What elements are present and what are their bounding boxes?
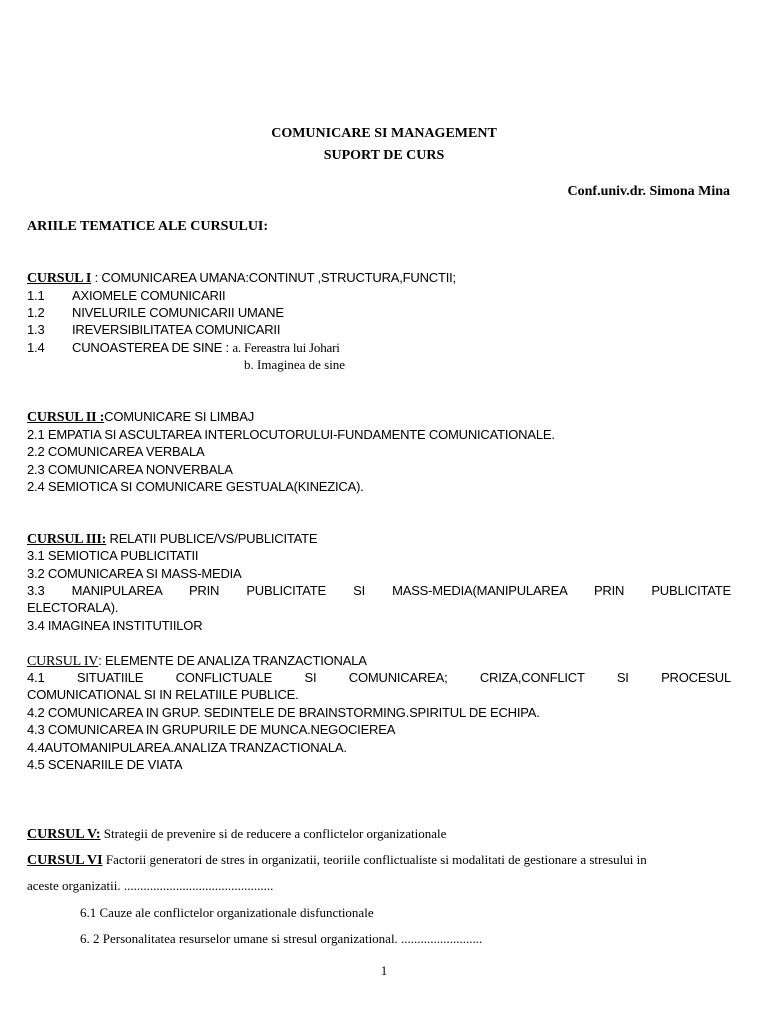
list-item: 1.4 CUNOASTEREA DE SINE : a. Fereastra lui Johari [27,340,340,355]
list-item: 3.1 SEMIOTICA PUBLICITATII [27,548,199,563]
list-item: 4.3 COMUNICAREA IN GRUPURILE DE MUNCA.NEGOCIEREA [27,722,396,737]
course-6-heading: CURSUL VI Factorii generatori de stres in organizatii, teoriile conflictualiste si modalitati de gestionare a stresului in [27,852,647,868]
course-3-heading: CURSUL III: RELATII PUBLICE/VS/PUBLICITATE [27,531,318,547]
list-item: 2.3 COMUNICAREA NONVERBALA [27,462,233,477]
list-item: 4.5 SCENARIILE DE VIATA [27,757,183,772]
list-item: 1.2 NIVELURILE COMUNICARII UMANE [27,305,284,320]
list-item: 1.3 IREVERSIBILITATEA COMUNICARII [27,322,281,337]
list-item: 4.2 COMUNICAREA IN GRUP. SEDINTELE DE BRAINSTORMING.SPIRITUL DE ECHIPA. [27,705,540,720]
section-heading-arii: ARIILE TEMATICE ALE CURSULUI: [27,219,269,234]
list-item: 6.1 Cauze ale conflictelor organizationale disfunctionale [80,905,374,920]
course-2-heading: CURSUL II :COMUNICARE SI LIMBAJ [27,409,255,425]
course-1-label: CURSUL I [27,271,92,286]
course-1-heading [27,269,456,287]
list-item: 1.1 AXIOMELE COMUNICARII [27,288,226,303]
document-title: COMUNICARE SI MANAGEMENT [271,126,497,141]
document-subtitle: SUPORT DE CURS [323,148,445,163]
list-item: 3.2 COMUNICAREA SI MASS-MEDIA [27,566,242,581]
list-item: 6. 2 Personalitatea resurselor umane si stresul organizational. ......................... [80,931,483,946]
list-item: 2.2 COMUNICAREA VERBALA [27,444,205,459]
course-1-title: : COMUNICAREA UMANA:CONTINUT ,STRUCTURA,FUNCTII; [91,270,456,285]
list-item: 3.4 IMAGINEA INSTITUTIILOR [27,618,203,633]
list-item-continued: ELECTORALA). [27,600,119,615]
list-subitem: b. Imaginea de sine [244,357,346,372]
list-item: 4.1 SITUATIILE CONFLICTUALE SI COMUNICAREA; CRIZA,CONFLICT SI PROCESUL [27,670,731,685]
course-6-continued: aceste organizatii. .............................................. [27,878,274,893]
list-item-continued: COMUNICATIONAL SI IN RELATIILE PUBLICE. [27,687,299,702]
list-item: 3.3 MANIPULAREA PRIN PUBLICITATE SI MASS-MEDIA(MANIPULAREA PRIN PUBLICITATE [27,583,731,598]
course-5-heading: CURSUL V: Strategii de prevenire si de reducere a conflictelor organizationale [27,826,447,842]
list-item: 2.1 EMPATIA SI ASCULTAREA INTERLOCUTORULUI-FUNDAMENTE COMUNICATIONALE. [27,427,555,442]
list-item: 4.4AUTOMANIPULAREA.ANALIZA TRANZACTIONALA. [27,740,347,755]
author-line: Conf.univ.dr. Simona Mina [567,184,730,199]
course-4-heading: CURSUL IV: ELEMENTE DE ANALIZA TRANZACTIONALA [27,653,367,669]
list-item: 2.4 SEMIOTICA SI COMUNICARE GESTUALA(KINEZICA). [27,479,364,494]
page-number: 1 [380,963,388,978]
